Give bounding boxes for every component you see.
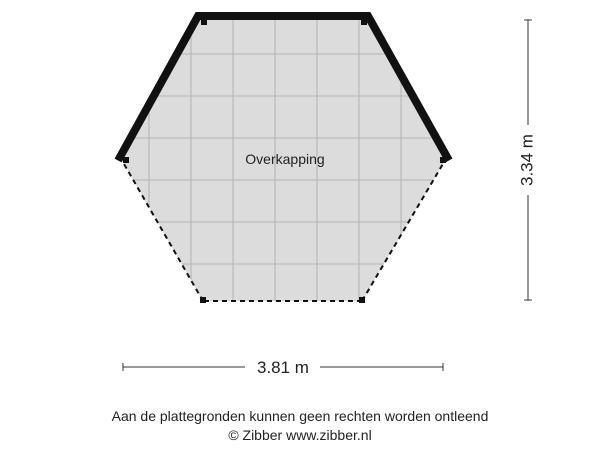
height-dimension [517,20,536,300]
room-label: Overkapping [245,151,325,167]
copyright-text: © Zibber www.zibber.nl [228,427,372,443]
disclaimer-text: Aan de plattegronden kunnen geen rechten worden ontleend [111,408,489,424]
width-dimension-label: 3.81 m [257,358,309,377]
post-marker [201,19,207,25]
height-dimension-label: 3.34 m [517,134,537,186]
post-marker [440,157,446,163]
post-marker [361,19,367,25]
post-marker [123,157,129,163]
post-marker [359,297,365,303]
width-dimension [123,358,443,377]
post-marker [200,297,206,303]
